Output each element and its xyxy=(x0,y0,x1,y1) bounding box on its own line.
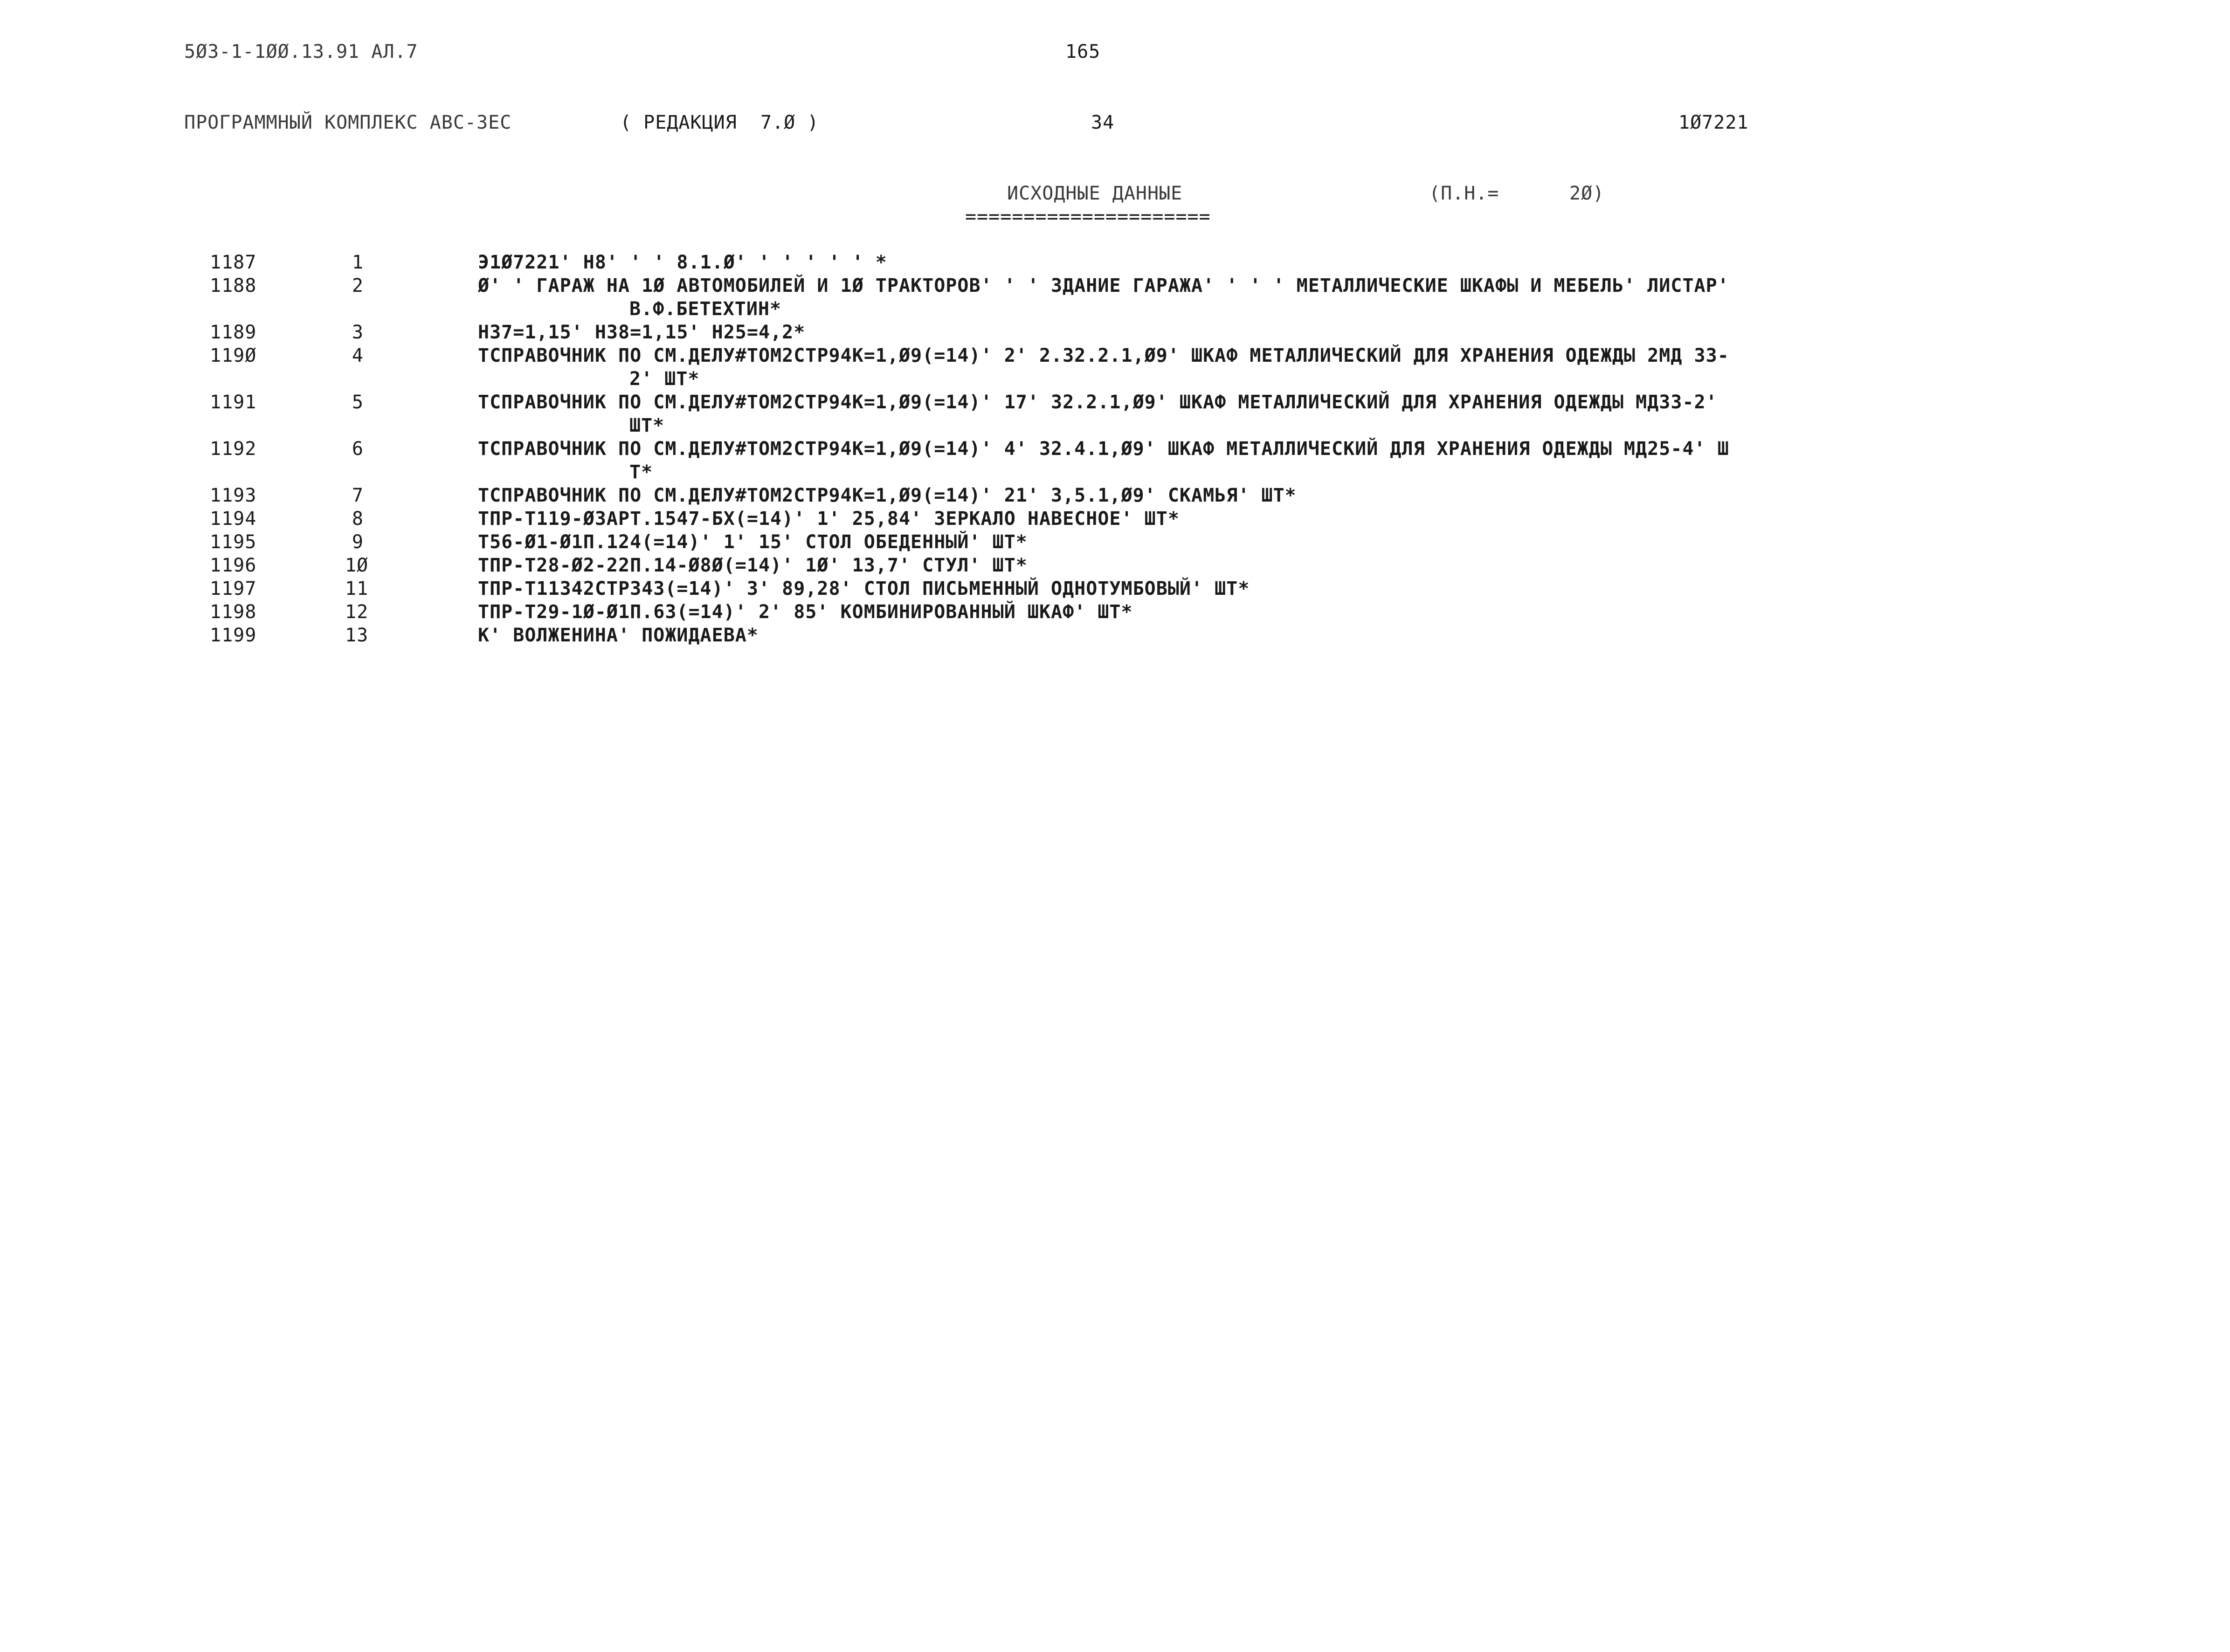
sequence-number: 8 xyxy=(352,508,364,530)
line-text: ТСПРАВОЧНИК ПО СМ.ДЕЛУ#ТОМ2СТР94К=1,Ø9(=14)' 4' 32.4.1,Ø9' ШКАФ МЕТАЛЛИЧЕСКИЙ ДЛЯ ХРАНЕНИЯ ОДЕЖДЫ МД25-4' Ш xyxy=(478,438,1729,460)
line-number: 1189 xyxy=(210,322,257,343)
document-code: 5Ø3-1-1ØØ.13.91 АЛ.7 xyxy=(184,41,418,62)
line-text: ТПР-Т28-Ø2-22П.14-Ø8Ø(=14)' 1Ø' 13,7' СТУЛ' ШТ* xyxy=(478,555,1028,576)
line-continuation: ШТ* xyxy=(629,415,665,436)
line-number: 1194 xyxy=(210,508,257,530)
line-number: 1188 xyxy=(210,275,257,296)
sequence-number: 4 xyxy=(352,345,364,366)
line-number: 1187 xyxy=(210,252,257,273)
sequence-number: 2 xyxy=(352,275,364,296)
line-continuation: В.Ф.БЕТЕХТИН* xyxy=(629,298,782,320)
section-title: ИСХОДНЫЕ ДАННЫЕ xyxy=(1007,183,1183,204)
line-text: ТСПРАВОЧНИК ПО СМ.ДЕЛУ#ТОМ2СТР94К=1,Ø9(=14)' 21' 3,5.1,Ø9' СКАМЬЯ' ШТ* xyxy=(478,485,1297,506)
line-continuation: 2' ШТ* xyxy=(629,368,700,390)
line-number: 1195 xyxy=(210,531,257,553)
line-text: Ø' ' ГАРАЖ НА 1Ø АВТОМОБИЛЕЙ И 1Ø ТРАКТОРОВ' ' ' ЗДАНИЕ ГАРАЖА' ' ' ' МЕТАЛЛИЧЕСКИЕ ШКАФЫ И МЕБЕЛЬ' ЛИСТАР' xyxy=(478,275,1729,296)
line-text: Н37=1,15' Н38=1,15' Н25=4,2* xyxy=(478,322,806,343)
line-number: 1191 xyxy=(210,392,257,413)
line-text: ТПР-Т29-1Ø-Ø1П.63(=14)' 2' 85' КОМБИНИРОВАННЫЙ ШКАФ' ШТ* xyxy=(478,601,1133,623)
line-text: ТСПРАВОЧНИК ПО СМ.ДЕЛУ#ТОМ2СТР94К=1,Ø9(=14)' 2' 2.32.2.1,Ø9' ШКАФ МЕТАЛЛИЧЕСКИЙ ДЛЯ ХРАНЕНИЯ ОДЕЖДЫ 2МД 33- xyxy=(478,345,1729,366)
line-text: ТПР-Т119-Ø3АРТ.1547-БХ(=14)' 1' 25,84' ЗЕРКАЛО НАВЕСНОЕ' ШТ* xyxy=(478,508,1180,530)
line-number: 1192 xyxy=(210,438,257,460)
line-text: ТПР-Т11342СТР343(=14)' 3' 89,28' СТОЛ ПИСЬМЕННЫЙ ОДНОТУМБОВЫЙ' ШТ* xyxy=(478,578,1250,599)
document-number: 1Ø7221 xyxy=(1678,112,1749,133)
sheet-number: 165 xyxy=(1065,41,1101,62)
line-text: Э1Ø7221' Н8' ' ' 8.1.Ø' ' ' ' ' ' * xyxy=(478,252,887,273)
page-number: 34 xyxy=(1091,112,1115,133)
sequence-number: 6 xyxy=(352,438,364,460)
line-number: 119Ø xyxy=(210,345,257,366)
line-number: 1198 xyxy=(210,601,257,623)
line-number: 1197 xyxy=(210,578,257,599)
sequence-number: 5 xyxy=(352,392,364,413)
section-pn: (П.Н.= 2Ø) xyxy=(1429,183,1605,204)
line-number: 1196 xyxy=(210,555,257,576)
line-text: ТСПРАВОЧНИК ПО СМ.ДЕЛУ#ТОМ2СТР94К=1,Ø9(=14)' 17' 32.2.1,Ø9' ШКАФ МЕТАЛЛИЧЕСКИЙ ДЛЯ ХРАНЕНИЯ ОДЕЖДЫ МД33-2' xyxy=(478,392,1718,413)
sequence-number: 9 xyxy=(352,531,364,553)
sequence-number: 7 xyxy=(352,485,364,506)
program-edition: ( РЕДАКЦИЯ 7.Ø ) xyxy=(620,112,819,133)
sequence-number: 13 xyxy=(345,625,369,646)
program-name: ПРОГРАММНЫЙ КОМПЛЕКС АВС-3ЕС xyxy=(184,112,512,133)
sequence-number: 1 xyxy=(352,252,364,273)
line-text: К' ВОЛЖЕНИНА' ПОЖИДАЕВА* xyxy=(478,625,759,646)
line-number: 1193 xyxy=(210,485,257,506)
line-continuation: Т* xyxy=(629,461,653,483)
sequence-number: 11 xyxy=(345,578,369,599)
sequence-number: 12 xyxy=(345,601,369,623)
sequence-number: 1Ø xyxy=(345,555,369,576)
sequence-number: 3 xyxy=(352,322,364,343)
line-text: Т56-Ø1-Ø1П.124(=14)' 1' 15' СТОЛ ОБЕДЕННЫЙ' ШТ* xyxy=(478,531,1028,553)
section-title-underline: ===================== xyxy=(965,206,1211,227)
line-number: 1199 xyxy=(210,625,257,646)
